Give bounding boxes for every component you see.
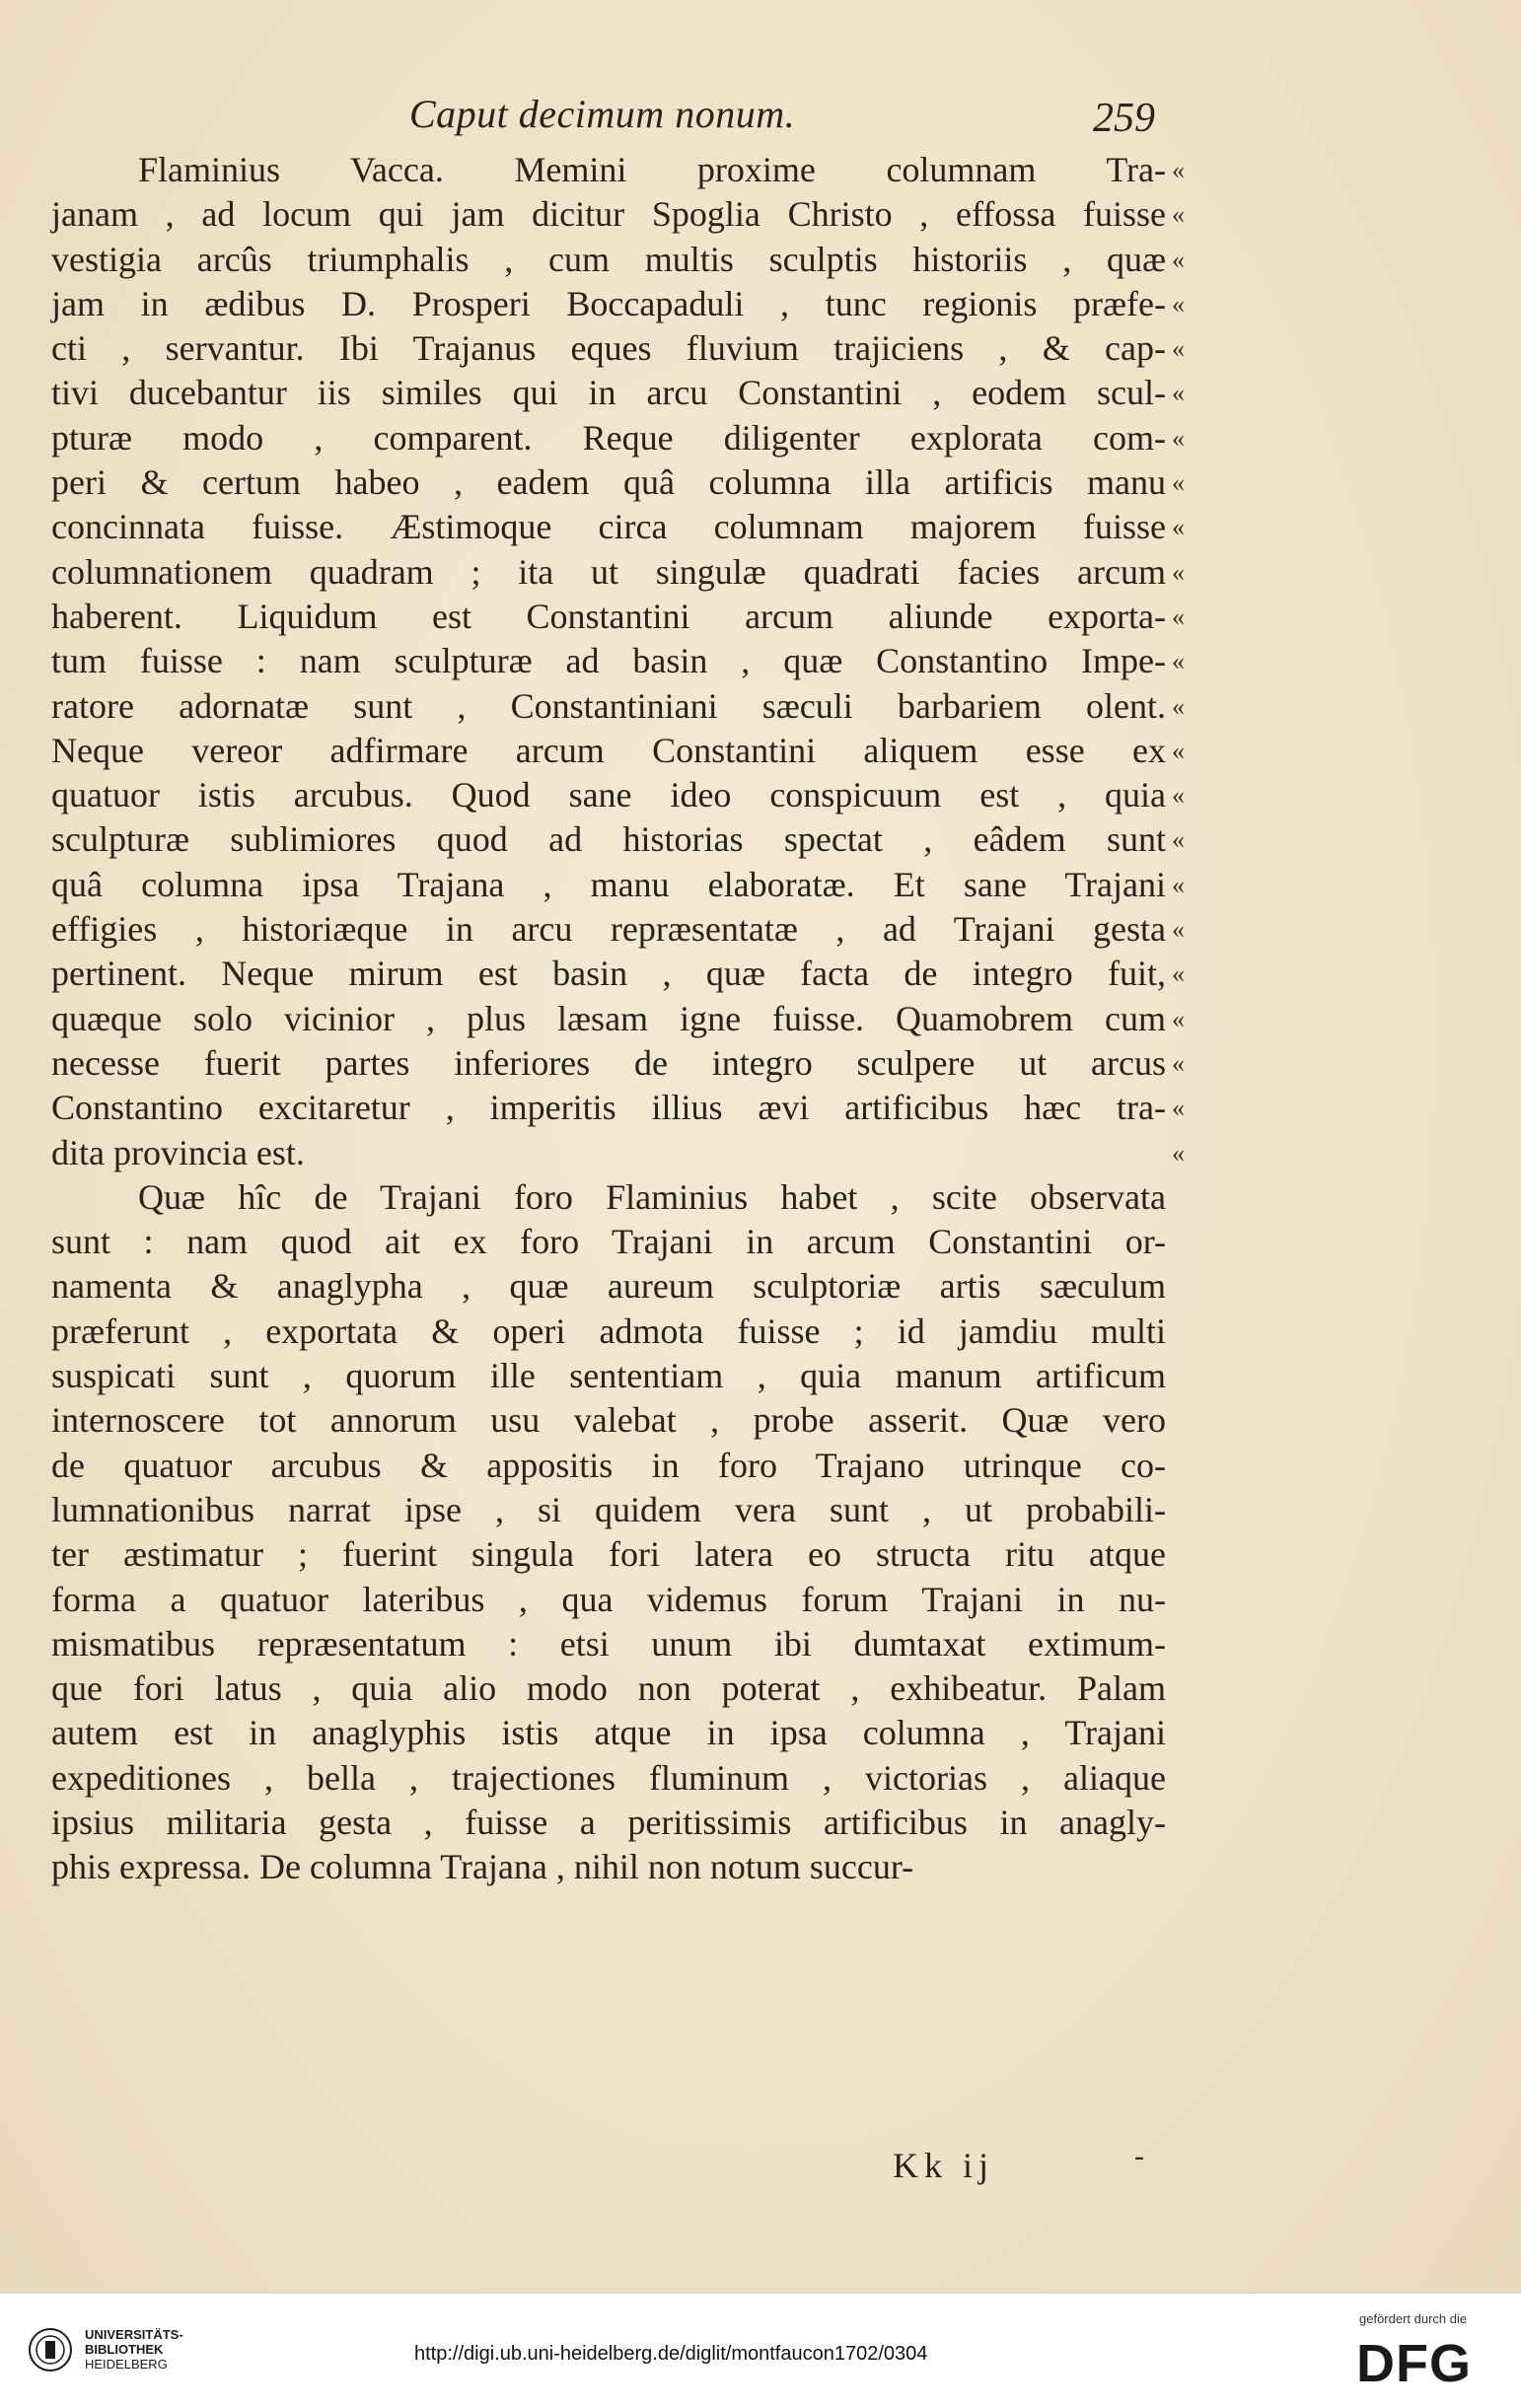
quotation-mark xyxy=(1172,1801,1201,1845)
text-line: quæque solo vicinior , plus læsam igne fuisse. Quamobrem cum xyxy=(51,998,1166,1038)
text-line: columnationem quadram ; ita ut singulæ quadrati facies arcum xyxy=(51,551,1166,592)
text-line: ter æstimatur ; fuerint singula fori latera eo structa ritu atque xyxy=(51,1534,1166,1575)
text-line: Constantino excitaretur , imperitis illius ævi artificibus hæc tra- xyxy=(51,1088,1166,1128)
text-line: præferunt , exportata & operi admota fuisse ; id jamdiu multi xyxy=(51,1310,1166,1351)
text-line: autem est in anaglyphis istis atque in ipsa columna , Trajani xyxy=(51,1713,1166,1753)
text-line: dita provincia est. xyxy=(51,1132,305,1172)
text-line: tivi ducebantur iis similes qui in arcu Constantini , eodem scul- xyxy=(51,373,1166,413)
text-line: phis expressa. De columna Trajana , nihil non notum succur- xyxy=(51,1847,914,1887)
quotation-mark xyxy=(1172,1622,1201,1666)
quotation-mark: « xyxy=(1172,334,1185,364)
text-line: que fori latus , quia alio modo non poterat , exhibeatur. Palam xyxy=(51,1668,1166,1709)
quotation-mark: « xyxy=(1172,825,1185,855)
text-line: pertinent. Neque mirum est basin , quæ facta de integro fuit, xyxy=(51,954,1166,994)
quotation-mark: « xyxy=(1172,647,1185,676)
institution-name xyxy=(85,2327,183,2372)
quotation-mark xyxy=(1172,1264,1201,1309)
text-line: pturæ modo , comparent. Reque diligenter explorata com- xyxy=(51,417,1166,458)
quotation-mark: « xyxy=(1172,1048,1185,1078)
quotation-mark: « xyxy=(1172,513,1185,542)
quotation-mark xyxy=(1172,1711,1201,1755)
quotation-mark: « xyxy=(1172,200,1185,230)
text-line: Flaminius Vacca. Memini proxime columnam Tra- xyxy=(138,150,1166,189)
text-line: peri & certum habeo , eadem quâ columna illa artificis manu xyxy=(51,462,1166,503)
text-line: suspicati sunt , quorum ille sententiam , quia manum artificum xyxy=(51,1356,1166,1396)
quotation-mark: « xyxy=(1172,602,1185,631)
quotation-mark xyxy=(1172,1488,1201,1532)
dfg-logo: DFG xyxy=(1356,2334,1472,2393)
quotation-mark: « xyxy=(1172,691,1185,721)
text-line: mismatibus repræsentatum : etsi unum ibi dumtaxat extimum- xyxy=(51,1623,1166,1664)
text-line: ratore adornatæ sunt , Constantiniani sæculi barbariem olent. xyxy=(51,685,1166,726)
text-line: jam in ædibus D. Prosperi Boccapaduli , tunc regionis præfe- xyxy=(51,283,1166,323)
page-number: 259 xyxy=(1093,96,1155,141)
running-title: Caput decimum nonum. xyxy=(409,92,796,136)
text-line: tum fuisse : nam sculpturæ ad basin , quæ Constantino Impe- xyxy=(51,641,1166,681)
quotation-mark: « xyxy=(1172,1004,1185,1033)
text-line: forma a quatuor lateribus , qua videmus forum Trajani in nu- xyxy=(51,1579,1166,1619)
text-line: quatuor istis arcubus. Quod sane ideo conspicuum est , quia xyxy=(51,775,1166,815)
quotation-mark: « xyxy=(1172,959,1185,989)
text-line: de quatuor arcubus & appositis in foro Trajano utrinque co- xyxy=(51,1445,1166,1485)
viewer-footer xyxy=(0,2293,1521,2408)
quotation-mark xyxy=(1172,1532,1201,1577)
page-header xyxy=(0,91,1521,150)
quotation-mark xyxy=(1172,1444,1201,1488)
quotation-mark: « xyxy=(1172,870,1185,899)
quotation-mark xyxy=(1172,1175,1201,1220)
university-seal-icon xyxy=(28,2327,73,2373)
text-line: vestigia arcûs triumphalis , cum multis sculptis historiis , quæ xyxy=(51,239,1166,279)
institution-line-3: HEIDELBERG xyxy=(85,2357,168,2372)
quotation-mark xyxy=(1172,1354,1201,1398)
quotation-mark xyxy=(1172,1398,1201,1443)
quotation-mark: « xyxy=(1172,289,1185,319)
text-line: effigies , historiæque in arcu repræsentatæ , ad Trajani gesta xyxy=(51,909,1166,950)
quotation-mark xyxy=(1172,1310,1201,1354)
quotation-mark: « xyxy=(1172,156,1185,184)
catchword: - xyxy=(1134,2140,1144,2172)
institution-line-2: BIBLIOTHEK xyxy=(85,2342,164,2357)
text-line: namenta & anaglypha , quæ aureum sculptoriæ artis sæculum xyxy=(51,1266,1166,1307)
quotation-margin xyxy=(1172,148,1201,1890)
quotation-mark: « xyxy=(1172,1094,1185,1123)
quotation-mark: « xyxy=(1172,1138,1185,1168)
text-line: internoscere tot annorum usu valebat , probe asserit. Quæ vero xyxy=(51,1400,1166,1441)
quotation-mark: « xyxy=(1172,557,1185,587)
text-line: necesse fuerit partes inferiores de integro sculpere ut arcus xyxy=(51,1042,1166,1083)
quotation-mark xyxy=(1172,1220,1201,1264)
signature-mark: Kk ij xyxy=(893,2146,995,2185)
quotation-mark xyxy=(1172,1845,1201,1889)
text-line: sculpturæ sublimiores quod ad historias spectat , eâdem sunt xyxy=(51,819,1166,860)
quotation-mark: « xyxy=(1172,379,1185,408)
text-line: haberent. Liquidum est Constantini arcum aliunde exporta- xyxy=(51,596,1166,636)
quotation-mark xyxy=(1172,1666,1201,1711)
quotation-mark: « xyxy=(1172,915,1185,945)
institution-line-1: UNIVERSITÄTS- xyxy=(85,2327,183,2342)
text-line: quâ columna ipsa Trajana , manu elaboratæ. Et sane Trajani xyxy=(51,864,1166,904)
text-line: concinnata fuisse. Æstimoque circa columnam majorem fuisse xyxy=(51,507,1166,547)
text-line: Neque vereor adfirmare arcum Constantini aliquem esse ex xyxy=(51,730,1166,770)
text-line: cti , servantur. Ibi Trajanus eques fluvium trajiciens , & cap- xyxy=(51,328,1166,369)
body-text xyxy=(51,148,1166,1890)
quotation-mark: « xyxy=(1172,245,1185,274)
quotation-mark xyxy=(1172,1756,1201,1801)
text-line: sunt : nam quod ait ex foro Trajani in arcum Constantini or- xyxy=(51,1222,1166,1262)
text-line: lumnationibus narrat ipse , si quidem vera sunt , ut probabili- xyxy=(51,1489,1166,1529)
quotation-mark: « xyxy=(1172,423,1185,453)
text-line: ipsius militaria gesta , fuisse a peritissimis artificibus in anagly- xyxy=(51,1802,1166,1842)
permalink[interactable]: http://digi.ub.uni-heidelberg.de/diglit/montfaucon1702/0304 xyxy=(414,2343,928,2365)
text-line: expeditiones , bella , trajectiones fluminum , victorias , aliaque xyxy=(51,1757,1166,1798)
quotation-mark xyxy=(1172,1578,1201,1622)
quotation-mark: « xyxy=(1172,736,1185,765)
text-line: Quæ hîc de Trajani foro Flaminius habet , scite observata xyxy=(138,1176,1166,1217)
quotation-mark: « xyxy=(1172,468,1185,498)
quotation-mark: « xyxy=(1172,781,1185,811)
text-line: janam , ad locum qui jam dicitur Spoglia Christo , effossa fuisse xyxy=(51,194,1166,235)
funding-caption: gefördert durch die xyxy=(1359,2311,1468,2326)
